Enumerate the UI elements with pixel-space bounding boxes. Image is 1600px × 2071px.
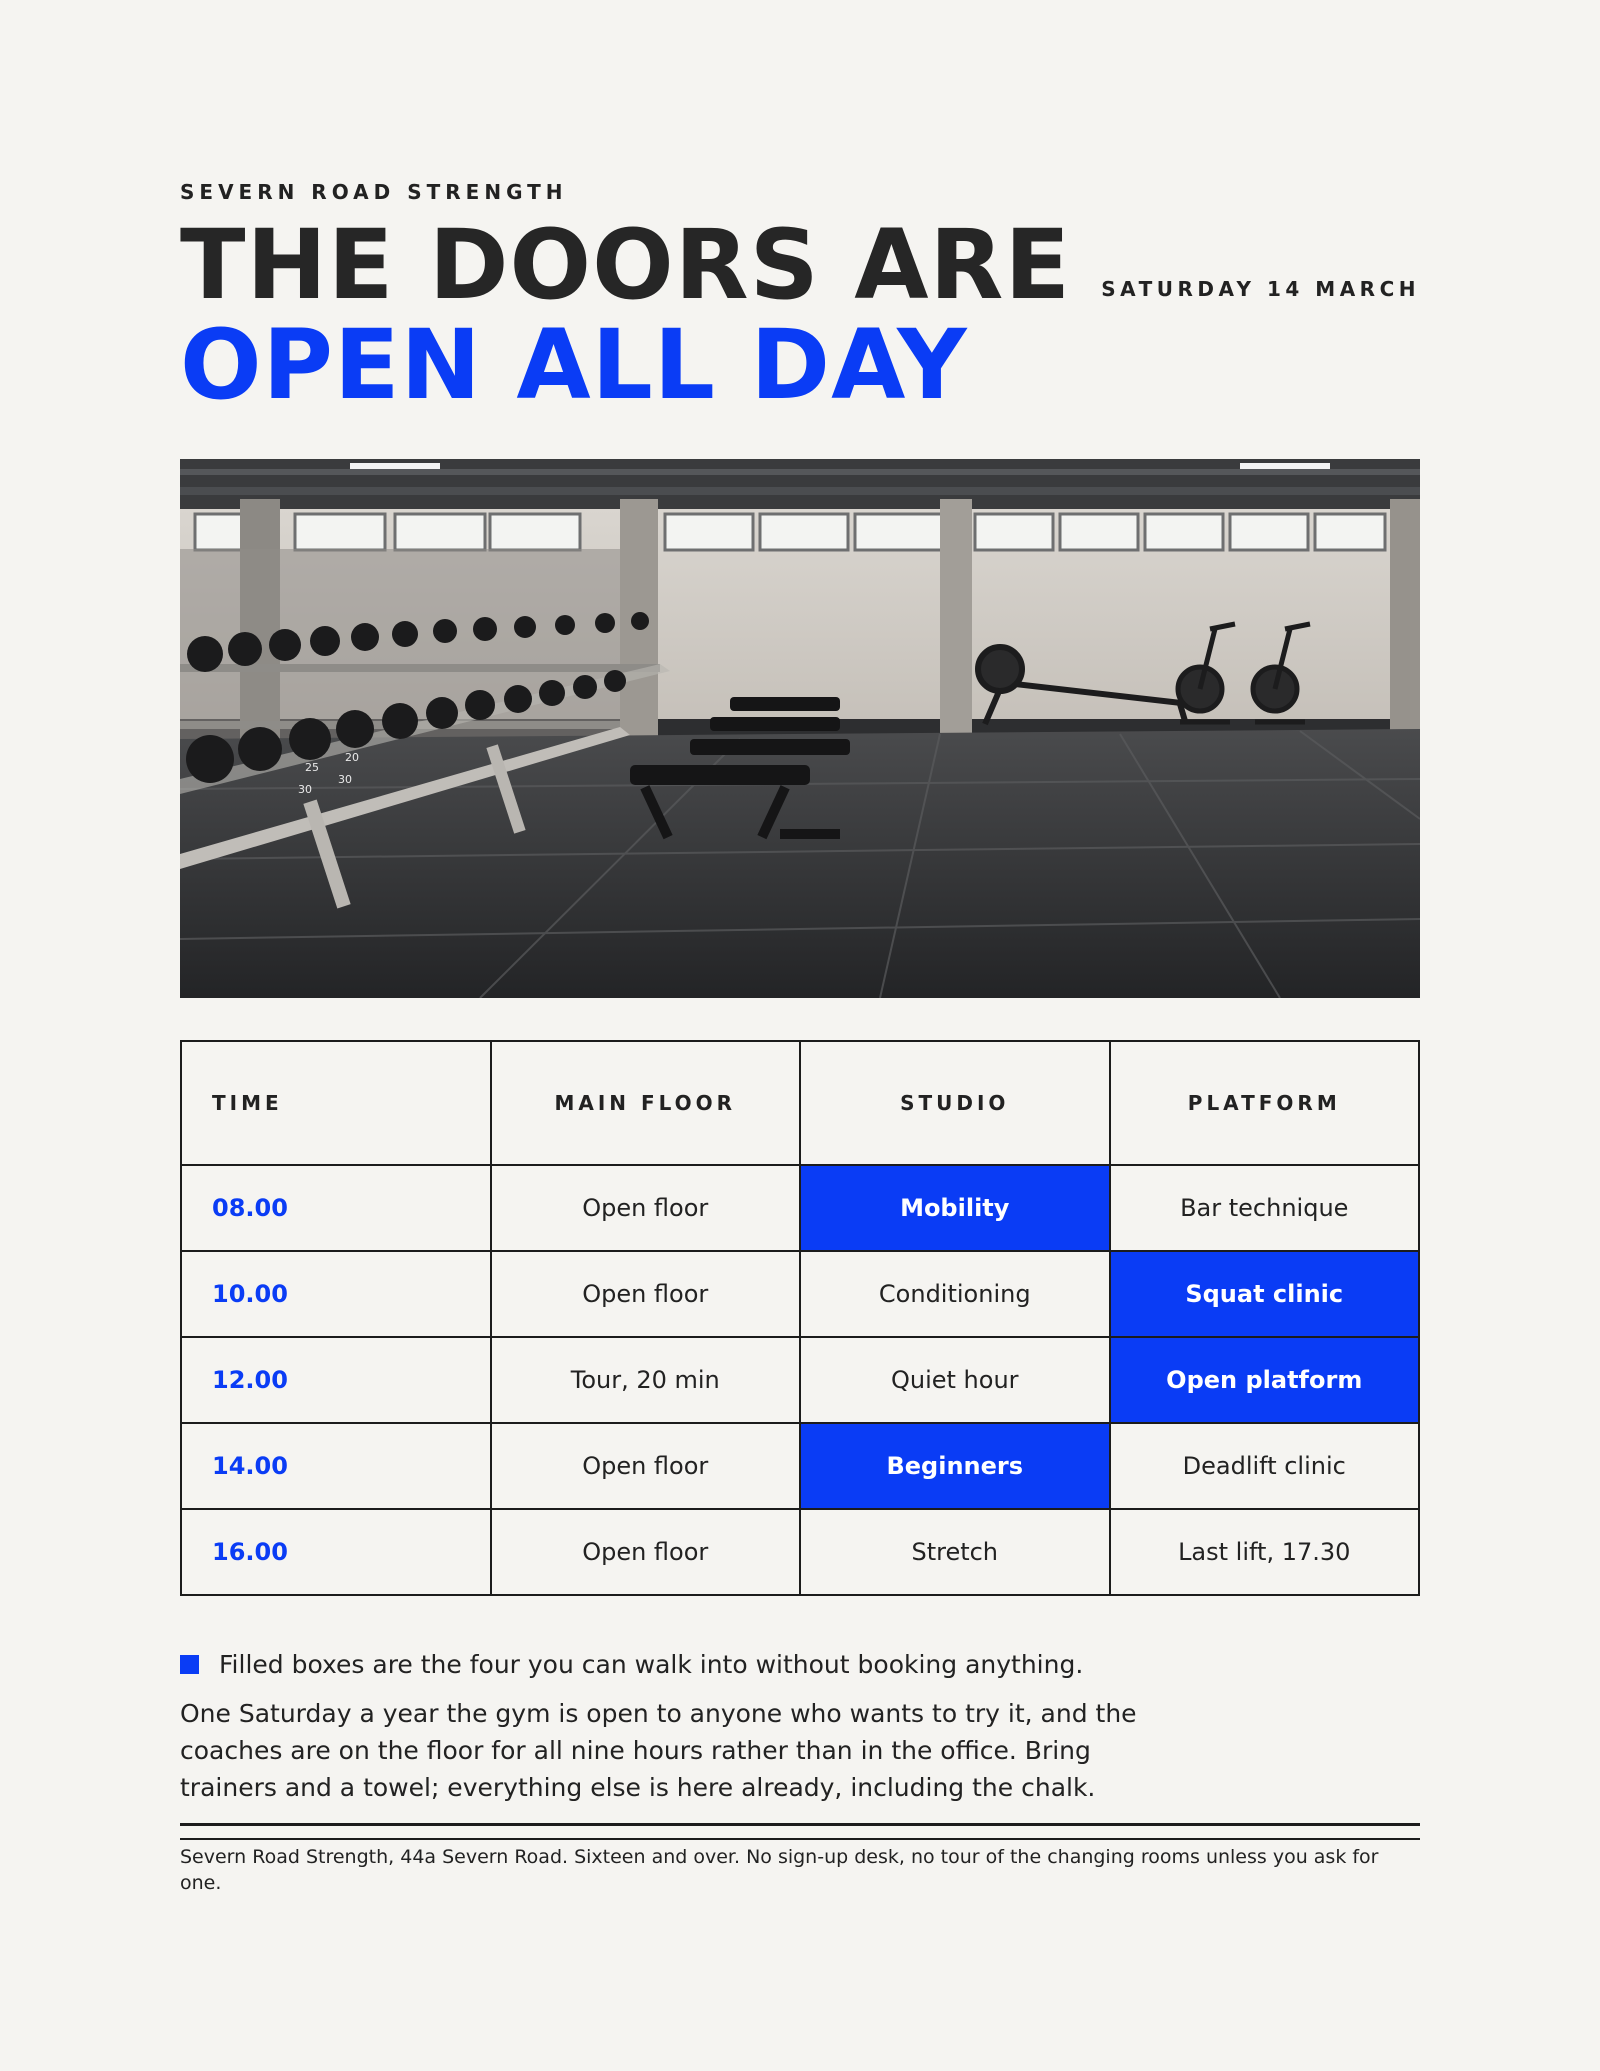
table-row bbox=[181, 1423, 1419, 1509]
dumbbell-label: 25 bbox=[305, 761, 319, 774]
column-header-studio: STUDIO bbox=[800, 1041, 1110, 1165]
main-floor-cell: Tour, 20 min bbox=[491, 1337, 801, 1423]
time-cell: 08.00 bbox=[181, 1165, 491, 1251]
dumbbell-label: 30 bbox=[338, 773, 352, 786]
table-row bbox=[181, 1165, 1419, 1251]
headline-line-2: OPEN ALL DAY bbox=[180, 309, 968, 421]
schedule-table bbox=[180, 1040, 1420, 1596]
time-cell: 14.00 bbox=[181, 1423, 491, 1509]
column-header-time: TIME bbox=[181, 1041, 491, 1165]
intro-paragraph: One Saturday a year the gym is open to anyone who wants to try it, and the coaches are on the floor for all nine hours rather than in the office. Bring trainers and a towel; everything else is here already, including the chalk. bbox=[180, 1699, 1137, 1802]
dumbbell-label: 30 bbox=[298, 783, 312, 796]
flyer-page bbox=[180, 0, 1420, 2071]
brand-name: SEVERN ROAD STRENGTH bbox=[180, 180, 568, 204]
gym-photo bbox=[180, 459, 1420, 998]
main-floor-cell: Open floor bbox=[491, 1251, 801, 1337]
platform-cell-highlighted: Open platform bbox=[1110, 1337, 1420, 1423]
studio-cell: Stretch bbox=[800, 1509, 1110, 1595]
main-floor-cell: Open floor bbox=[491, 1165, 801, 1251]
table-row bbox=[181, 1509, 1419, 1595]
platform-cell-highlighted: Squat clinic bbox=[1110, 1251, 1420, 1337]
gym-photo-illustration bbox=[180, 459, 1420, 998]
footer-divider-thick bbox=[180, 1823, 1420, 1826]
footer-text: Severn Road Strength, 44a Severn Road. Sixteen and over. No sign-up desk, no tour of the changing rooms unless you ask for one. bbox=[180, 1846, 1379, 1894]
legend-swatch bbox=[180, 1655, 199, 1674]
studio-cell: Quiet hour bbox=[800, 1337, 1110, 1423]
time-cell: 12.00 bbox=[181, 1337, 491, 1423]
column-header-main-floor: MAIN FLOOR bbox=[491, 1041, 801, 1165]
footer-divider-thin bbox=[180, 1838, 1420, 1840]
legend bbox=[180, 1650, 1083, 1679]
column-header-platform: PLATFORM bbox=[1110, 1041, 1420, 1165]
headline bbox=[180, 209, 1072, 421]
platform-cell: Deadlift clinic bbox=[1110, 1423, 1420, 1509]
studio-cell-highlighted: Mobility bbox=[800, 1165, 1110, 1251]
time-cell: 16.00 bbox=[181, 1509, 491, 1595]
platform-cell: Bar technique bbox=[1110, 1165, 1420, 1251]
legend-text: Filled boxes are the four you can walk into without booking anything. bbox=[219, 1650, 1084, 1679]
studio-cell-highlighted: Beginners bbox=[800, 1423, 1110, 1509]
dumbbell-label: 20 bbox=[345, 751, 359, 764]
schedule-header-row bbox=[181, 1041, 1419, 1165]
time-cell: 10.00 bbox=[181, 1251, 491, 1337]
table-row bbox=[181, 1251, 1419, 1337]
studio-cell: Conditioning bbox=[800, 1251, 1110, 1337]
table-row bbox=[181, 1337, 1419, 1423]
main-floor-cell: Open floor bbox=[491, 1423, 801, 1509]
headline-line-1: THE DOORS ARE bbox=[180, 209, 1072, 321]
event-date: SATURDAY 14 MARCH bbox=[1101, 277, 1420, 301]
platform-cell: Last lift, 17.30 bbox=[1110, 1509, 1420, 1595]
main-floor-cell: Open floor bbox=[491, 1509, 801, 1595]
